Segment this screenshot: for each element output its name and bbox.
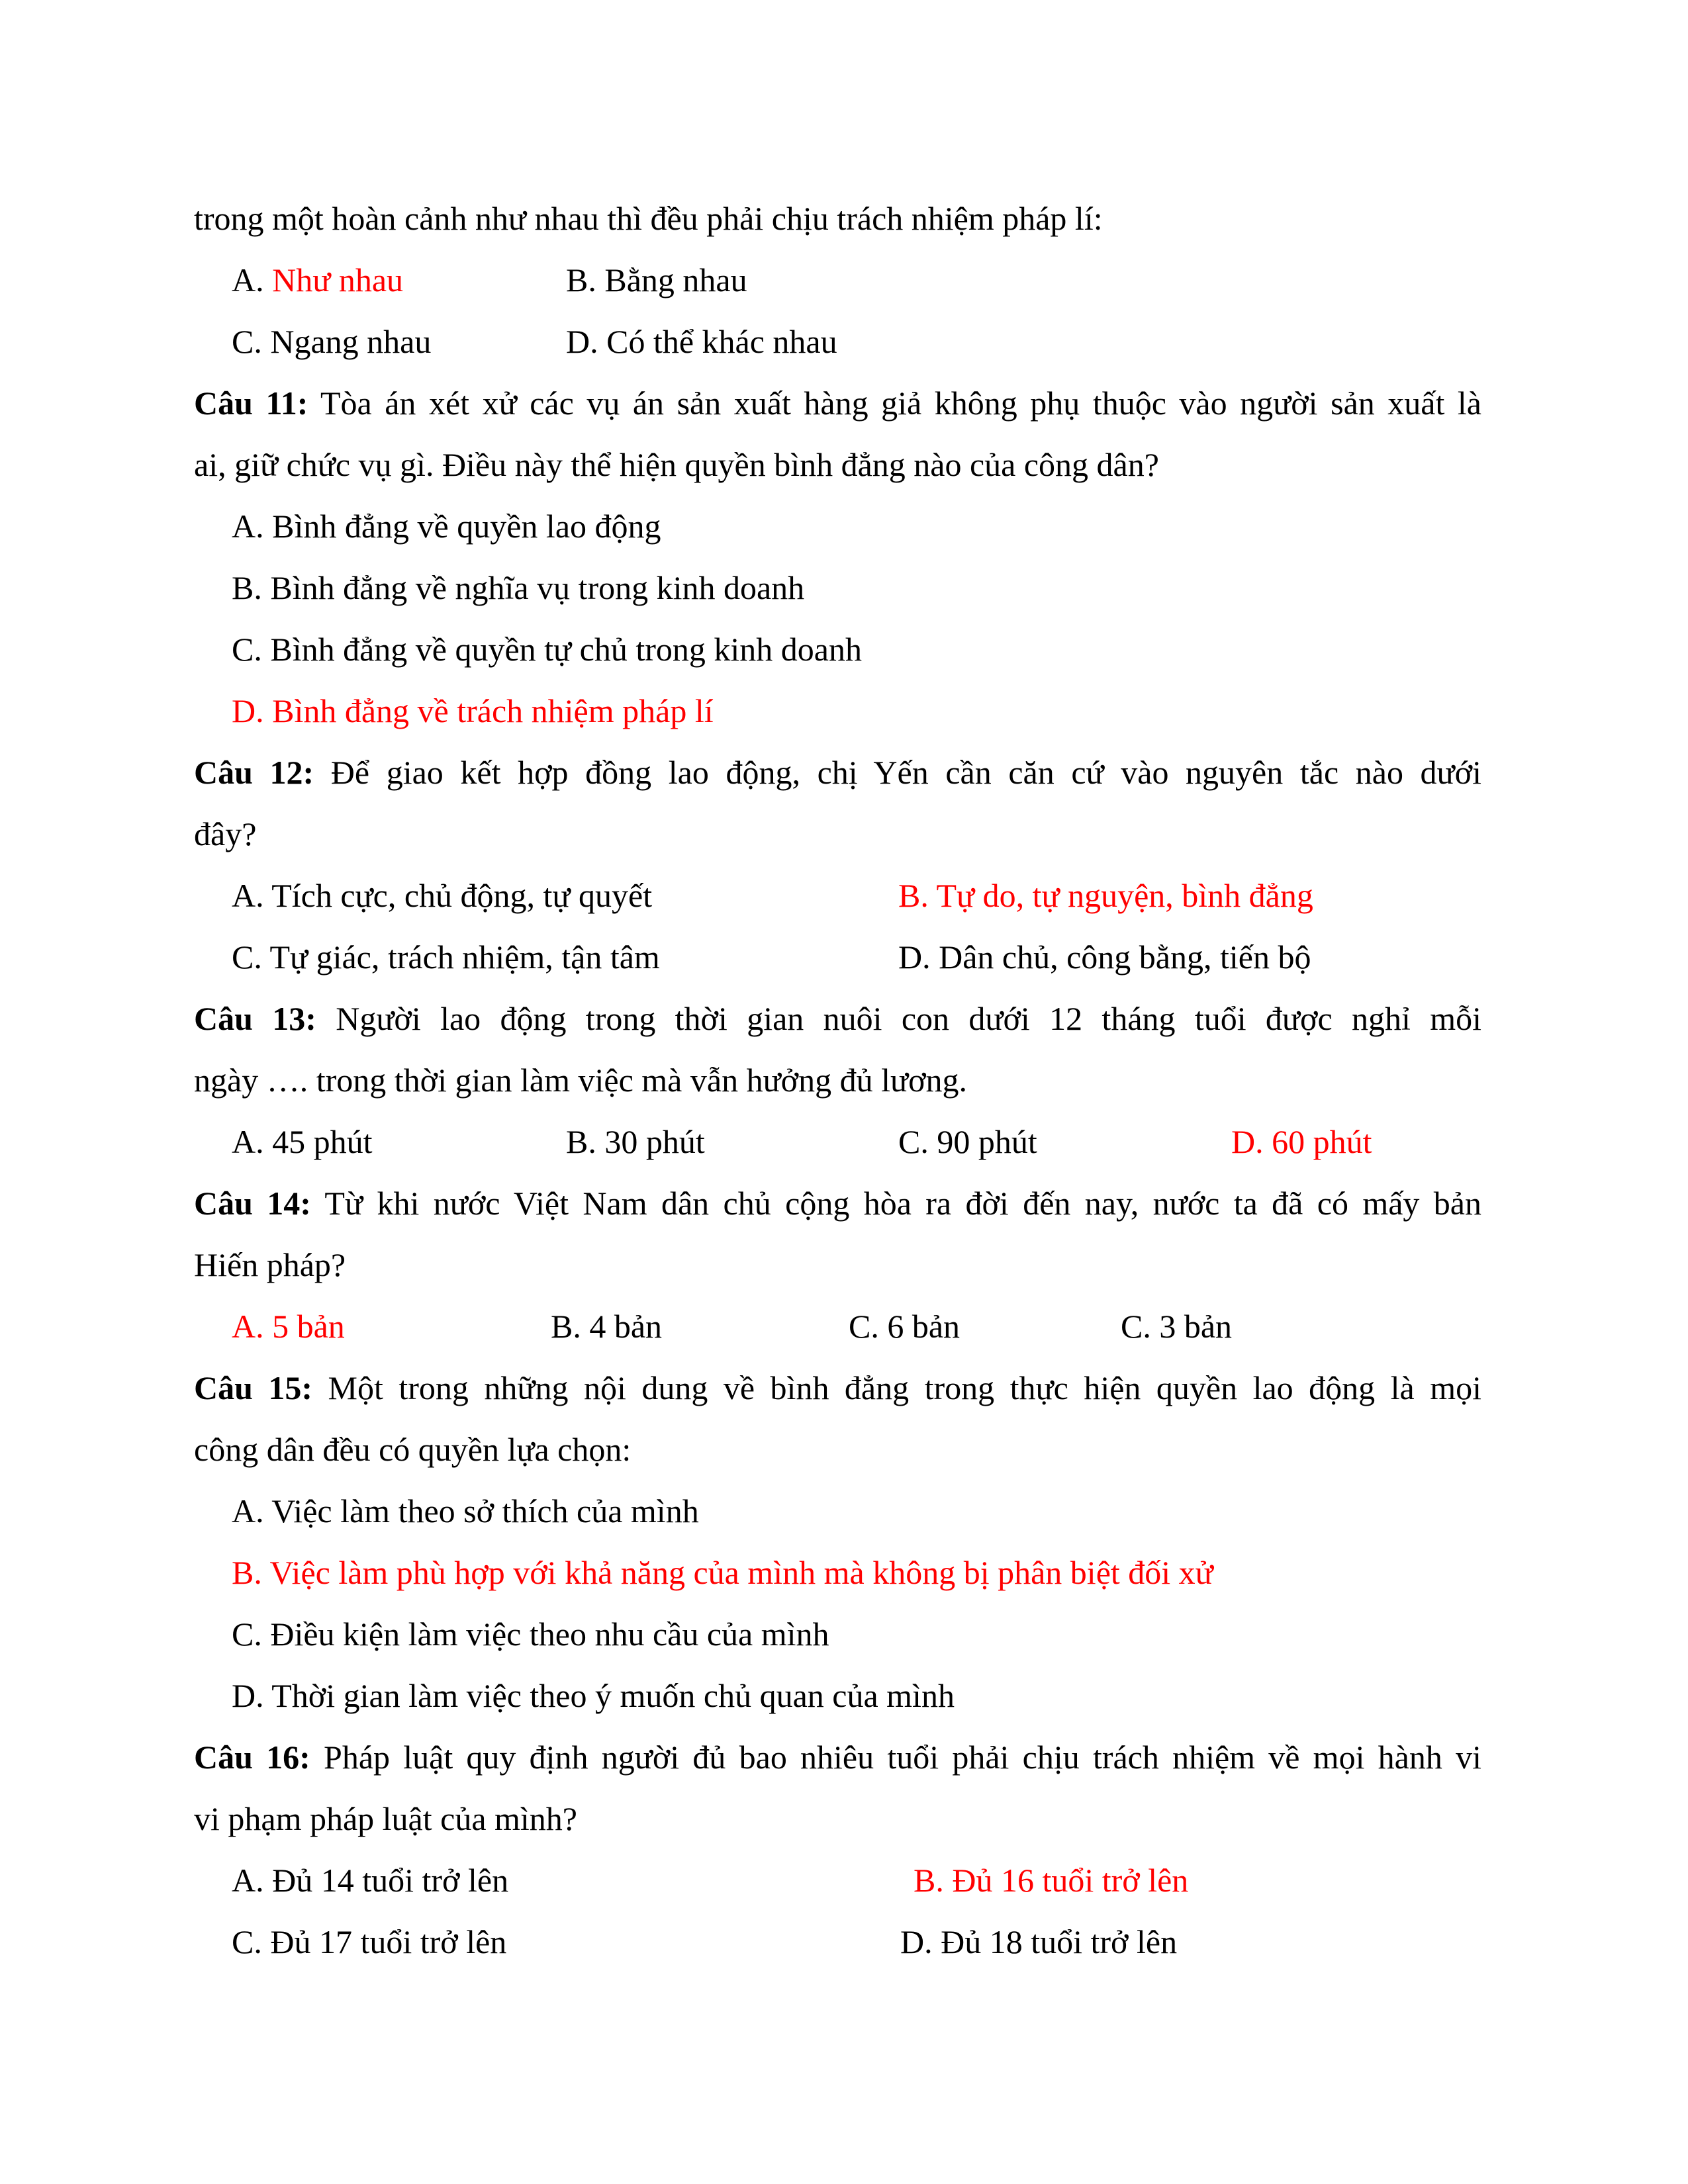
q16-stem-line2: vi phạm pháp luật của mình?: [194, 1800, 578, 1837]
q14-stem-line1: [194, 1183, 1481, 1223]
q15-option-a[interactable]: A. Việc làm theo sở thích của mình: [232, 1492, 699, 1529]
q14-option-c[interactable]: C. 6 bản: [849, 1308, 961, 1345]
q14-stem-line2: Hiến pháp?: [194, 1246, 346, 1283]
q15-stem-line2: công dân đều có quyền lựa chọn:: [194, 1431, 632, 1468]
q11-text-line1: Tòa án xét xử các vụ án sản xuất hàng giả không phụ thuộc vào người sản xuất là: [308, 385, 1481, 422]
q13-option-b[interactable]: B. 30 phút: [566, 1123, 705, 1160]
q10-option-b[interactable]: B. Bằng nhau: [566, 261, 747, 298]
q15-stem-line1: [194, 1368, 1481, 1408]
q15-text-line1: Một trong những nội dung về bình đẳng trong thực hiện quyền lao động là mọi: [312, 1369, 1481, 1406]
q10-option-a-letter: A.: [232, 261, 273, 298]
q14-option-d[interactable]: C. 3 bản: [1121, 1308, 1233, 1345]
q14-option-a[interactable]: A. 5 bản: [232, 1308, 345, 1345]
q11-option-c[interactable]: C. Bình đẳng về quyền tự chủ trong kinh doanh: [232, 631, 862, 668]
q16-stem-line1: [194, 1737, 1481, 1777]
q14-label: Câu 14:: [194, 1185, 311, 1222]
q13-option-c[interactable]: C. 90 phút: [898, 1123, 1037, 1160]
q12-stem-line1: [194, 752, 1481, 792]
q12-text-line1: Để giao kết hợp đồng lao động, chị Yến cần căn cứ vào nguyên tắc nào dưới: [314, 754, 1481, 791]
q11-option-b[interactable]: B. Bình đẳng về nghĩa vụ trong kinh doanh: [232, 569, 805, 606]
q12-option-a[interactable]: A. Tích cực, chủ động, tự quyết: [232, 877, 653, 914]
q16-option-d[interactable]: D. Đủ 18 tuổi trở lên: [900, 1923, 1178, 1960]
q10-option-d[interactable]: D. Có thể khác nhau: [566, 323, 837, 360]
q13-option-a[interactable]: A. 45 phút: [232, 1123, 373, 1160]
q16-text-line1: Pháp luật quy định người đủ bao nhiêu tuổi phải chịu trách nhiệm về mọi hành vi: [310, 1739, 1481, 1776]
q14-option-b[interactable]: B. 4 bản: [551, 1308, 663, 1345]
q15-option-c[interactable]: C. Điều kiện làm việc theo nhu cầu của mình: [232, 1615, 829, 1653]
q10-stem-continuation: trong một hoàn cảnh như nhau thì đều phải chịu trách nhiệm pháp lí:: [194, 200, 1103, 237]
q13-stem-line2: ngày …. trong thời gian làm việc mà vẫn hưởng đủ lương.: [194, 1062, 968, 1099]
q13-label: Câu 13:: [194, 1000, 316, 1037]
q11-label: Câu 11:: [194, 385, 308, 422]
q16-label: Câu 16:: [194, 1739, 310, 1776]
q13-stem-line1: [194, 999, 1481, 1038]
q13-text-line1: Người lao động trong thời gian nuôi con dưới 12 tháng tuổi được nghỉ mỗi: [316, 1000, 1481, 1037]
q15-label: Câu 15:: [194, 1369, 313, 1406]
q12-label: Câu 12:: [194, 754, 314, 791]
q11-option-a[interactable]: A. Bình đẳng về quyền lao động: [232, 508, 661, 545]
q12-option-d[interactable]: D. Dân chủ, công bằng, tiến bộ: [898, 938, 1311, 976]
q11-stem-line2: ai, giữ chức vụ gì. Điều này thể hiện quyền bình đẳng nào của công dân?: [194, 446, 1159, 483]
q12-option-b[interactable]: B. Tự do, tự nguyện, bình đẳng: [898, 877, 1313, 914]
q11-stem-line1: [194, 383, 1481, 423]
q16-option-c[interactable]: C. Đủ 17 tuổi trở lên: [232, 1923, 507, 1960]
q10-option-a[interactable]: [232, 260, 403, 300]
q13-option-d[interactable]: D. 60 phút: [1231, 1123, 1372, 1160]
q15-option-b[interactable]: B. Việc làm phù hợp với khả năng của mình mà không bị phân biệt đối xử: [232, 1554, 1213, 1591]
q10-option-c[interactable]: C. Ngang nhau: [232, 323, 432, 360]
q15-option-d[interactable]: D. Thời gian làm việc theo ý muốn chủ quan của mình: [232, 1677, 955, 1714]
q12-stem-line2: đây?: [194, 815, 257, 852]
q12-option-c[interactable]: C. Tự giác, trách nhiệm, tận tâm: [232, 938, 660, 976]
q14-text-line1: Từ khi nước Việt Nam dân chủ cộng hòa ra đời đến nay, nước ta đã có mấy bản: [310, 1185, 1481, 1222]
q16-option-b[interactable]: B. Đủ 16 tuổi trở lên: [914, 1862, 1189, 1899]
q10-option-a-text: Như nhau: [272, 261, 404, 298]
q11-option-d[interactable]: D. Bình đẳng về trách nhiệm pháp lí: [232, 692, 714, 729]
q16-option-a[interactable]: A. Đủ 14 tuổi trở lên: [232, 1862, 509, 1899]
